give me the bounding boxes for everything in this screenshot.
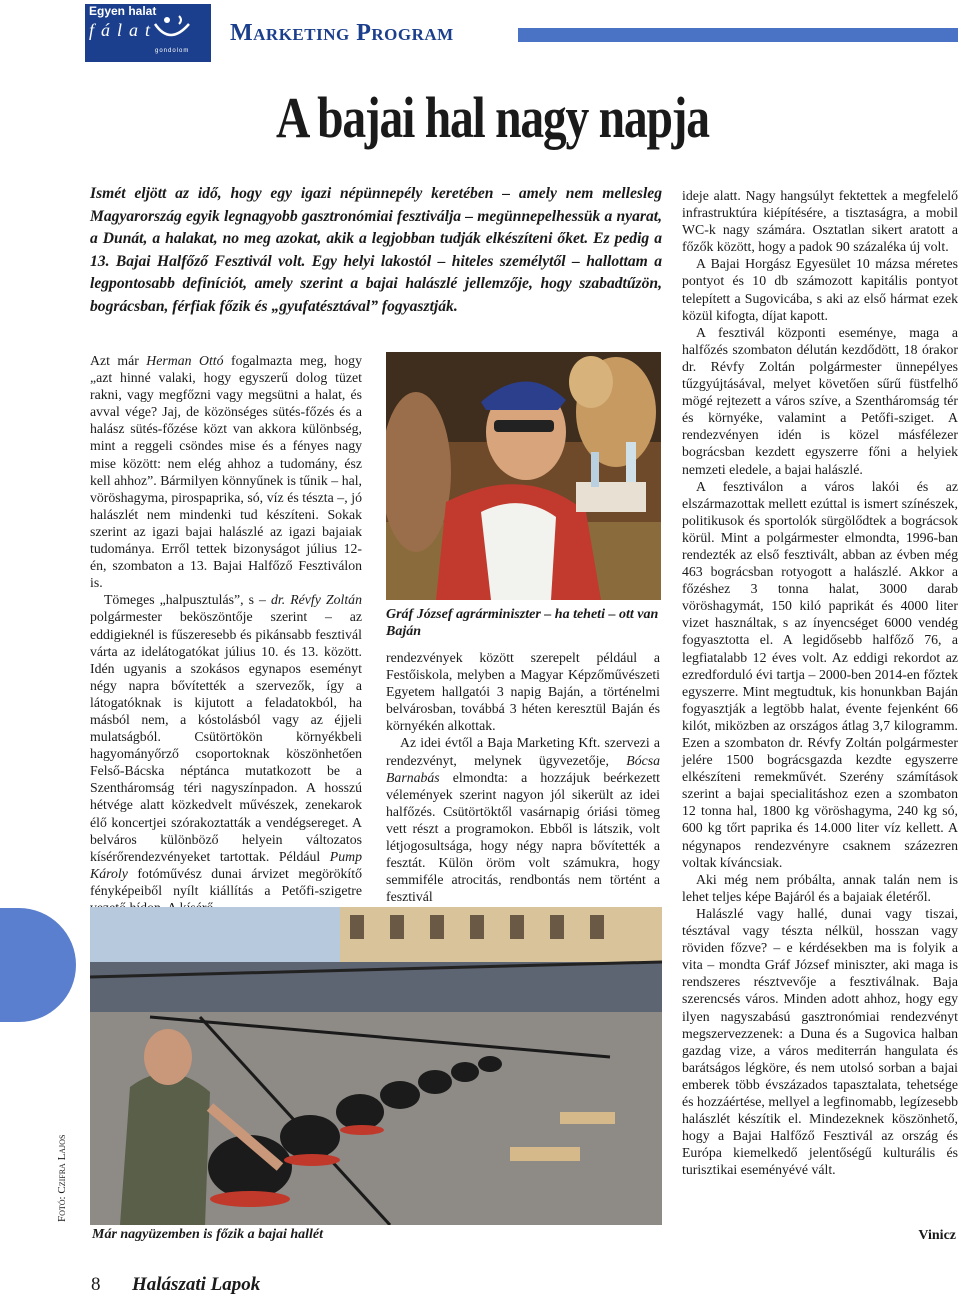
paragraph: Tömeges „halpusztulás”, s – dr. Révfy Zoltán polgármester beköszöntője szerint – az eddigieknél is fűszeresebb és pikánsabb fesztivál várta az idelátogatókat július 10. és 13. között. Idén ugyanis a szokásos egynapos eseményt négy napra bővítették a szervezők, így a látogatóknak is kijutott a feladatokból, ha másból nem, a kóstolásból vagy az éjjeli mulatságból. Csütörtökön környékbeli hagyományőrző csoportoknak köszönhetően Felső-Bácska néptánca mutatkozott be a Szentháromság téri nagyszínpadon. A hosszú hétvége alatt közkedvelt művészek, zenekarok élő koncertjei szórakoztatták a vendégsereget. A belváros különböző helyein változatos kísérőrendezvényeket tartottak. Például Pump Károly fotóművész dunai árvizet megörökítő fényképeiből nyílt kiállítás a Petőfi-szigetre <box>90 592 362 898</box>
header-accent-bar <box>518 28 958 42</box>
paragraph: Halászlé vagy hallé, dunai vagy tiszai, tésztával vagy tészta nélkül, hosszan vagy röviden főzve? – e kérdésekben ma is folyik a vita – mondta Gráf József miniszter, aki maga is rendszeres résztvevője a fesztiválnak. Baja szerencsés város. Minden adott ahhoz, hogy egy ilyen nagyszabású gasztronómiai rendezvényt megszervezzenek: a Duna és a Sugovica halban gazdag vize, a város mediterrán hangulata és barátságos légköre, és nem utolsó sorban a bajai emberek több évszázados tapasztalata, tehetsége és hozzáértése, mellyel a legfinomabb, legízesebb halászlét készítik el. Mindezeknek köszönhető, hogy a Bajai Halfőző Fesztivál az ország és Európa kiemelkedő jelentőségű kulturális és turisztikai eseményévé vált. <box>682 905 958 1178</box>
article-lead: Ismét eljött az idő, hogy egy igazi népünnepély keretében – amely nem mellesleg Magyarország egyik legnagyobb gasztronómiai fesztiválja – megünnepelhessük a nyarat, a Dunát, a halakat, no meg azokat, akik a legjobban tudják elkészíteni őket. Ez pedig a 13. Bajai Halfőző Fesztivál volt. Egy helyi lakostól – hiteles személytől – hallottam a legpontosabb definíciót, amely szerint a bajai halászlé jellemzője, hogy szabadtűzön, bográcsban, férfiak főzik és „gyufatésztával” fogyasztják. <box>90 185 662 315</box>
decorative-half-circle <box>0 908 76 1022</box>
section-title: Marketing Program <box>230 20 454 46</box>
paragraph: rendezvények között szerepelt például a Festőiskola, melyben a Magyar Képzőművészeti Egyetem hallgatói 3 napig Baján, a történelmi belvárosban, továbbá 3 héten keresztül Baján és környékén alkottak. <box>386 650 660 734</box>
person-name: Herman Ottó <box>146 353 224 368</box>
journal-name: Halászati Lapok <box>132 1274 261 1295</box>
person-name: dr. Révfy Zoltán <box>271 592 362 608</box>
fish-smile-icon <box>145 10 195 50</box>
paragraph: A Bajai Horgász Egyesület 10 mázsa méretes pontyot és 10 db számozott kapitális pontyot telepített a Sugovicába, s aki az első hármat ezek közül kifogta, díjat kapott. <box>682 256 958 323</box>
publisher-logo <box>85 4 211 62</box>
paragraph: Azt már Herman Ottó fogalmazta meg, hogy „azt hinné valaki, hogy egyszerű dolog tüzet rakni, vagy megfőzni vagy megsütni a halat, és avval vége? Jaj, de közönséges sütés-főzés és a halász sütés-főzése közt van akkora különbség, mint a reggeli csöndes mise és a fényes nagy mise között: nem elég ahhoz a tudomány, ész kell ahhoz”. Bármilyen könnyűnek is tűnik – hal, vöröshagyma, pirospaprika, só, víz és tészta –, jó halászlét nem mindenki tud készíteni. Sokak szerint az igazi bajai halászlé az igazi bajaiak tudománya. Erről tettek bizonyságot július 12-én, szombaton a 13. Bajai Halfőző Fesztiválon is. <box>90 353 362 591</box>
logo-line3: gondolom <box>155 48 190 54</box>
paragraph: A fesztiválon a város lakói és az elszármazottak mellett ezúttal is ismert színészek, politikusok és sportolók sürgölődtek a bográcsok körül. Mint a polgármester elmondta, 1996-ban rendezték az első fesztivált, abban az évben még 463 bográcsban rotyogott a halászlé. Akkor a főzéshez 3 tonna halat, 3000 darab vöröshagymát, 150 kiló paprikát és 4000 liter vizet használtak, s az ínyencséget 6000 vendég fogyasztotta el. A legidősebb halfőző 76, a legfiatalabb 12 éves volt. Az eddigi rekordot az ezredforduló évi tartja – 2000-ben 2014-en főztek egyszerre. Mint megtudtuk, kis honunkban Baján fogyasztják a legtöbb halat, évente fejenként 66 kilót, miközben az országos átlag 3,7 kilogramm. Ezen a szombaton dr. Révfy Zoltán polgármester jelére 1500 bográcsgazda kezdte egyszerre elkészíteni remekművét. Szerény számítások szerint a bajai specialitáshoz ezen a szombaton 12 tonna hal, 1800 kg vöröshagyma, 240 kg só, 600 kg tőrt paprika és 14.000 liter víz kellett. A négynapos rendezvényre csaknem százezren voltak kíváncsiak. <box>682 478 958 870</box>
text-column-2 <box>386 649 660 905</box>
cauldrons-photo <box>90 907 662 1225</box>
minister-photo <box>386 352 661 600</box>
paragraph: Az idei évtől a Baja Marketing Kft. szervezi a rendezvényt, melynek ügyvezetője, Bócsa Barnabás elmondta: a hozzájuk beérkezett vélemények szerint nagyon jól sikerült az idei halfőzés. Csütörtöktől vasárnapig óriási tömeg vett részt a programokon. Ebből is látszik, volt létjogosultsága, hogy négy napra bővítették a fesztát. Külön öröm volt számukra, hogy semmiféle atrocitás, rendbontás nem történt a fesztivál <box>386 735 660 905</box>
logo-line2: fálat <box>89 20 158 40</box>
person-name: Bócsa Barnabás <box>386 752 660 785</box>
article-author: Vinicz <box>918 1228 956 1243</box>
page-number: 8 <box>91 1274 101 1295</box>
person-name: Pump Károly <box>90 848 362 881</box>
photo-credit: Fotó: Czifra Lajos <box>56 1134 68 1222</box>
paragraph: Aki még nem próbálta, annak talán nem is lehet teljes képe Bajáról és a bajaiak életéről. <box>682 871 958 904</box>
text-column-3 <box>682 187 958 1178</box>
logo-line1: Egyen halat <box>89 4 157 18</box>
photo-caption-1: Gráf József agrárminiszter – ha teheti – ott van Baján <box>386 607 659 639</box>
text-column-1 <box>90 352 362 916</box>
article-title: A bajai hal nagy napja <box>276 85 709 150</box>
paragraph: ideje alatt. Nagy hangsúlyt fektettek a megfelelő infrastruktúra kiépítésére, a tisztaságra, a mobil WC-k nagy számára. Osztatlan sikert aratott a főzők között, hogy a padok 90 százaléka új volt. <box>682 188 958 255</box>
photo-caption-2: Már nagyüzemben is főzik a bajai hallét <box>92 1227 324 1242</box>
paragraph: A fesztivál központi eseménye, maga a halfőzés szombaton délután kezdődött, 18 órakor dr. Révfy Zoltán polgármester ünnepélyes tűzgyújtásával, melyet követően sűrű füstfelhő mögé rejtezett a város szíve, a Szentháromság tér és környéke, valamint a Petőfi-sziget. A rendezvényen idén is közel másfélezer bográcsban kezdett egyszerre főni a helyiek nemzeti eledele, a bajai halászlé. <box>682 324 958 477</box>
